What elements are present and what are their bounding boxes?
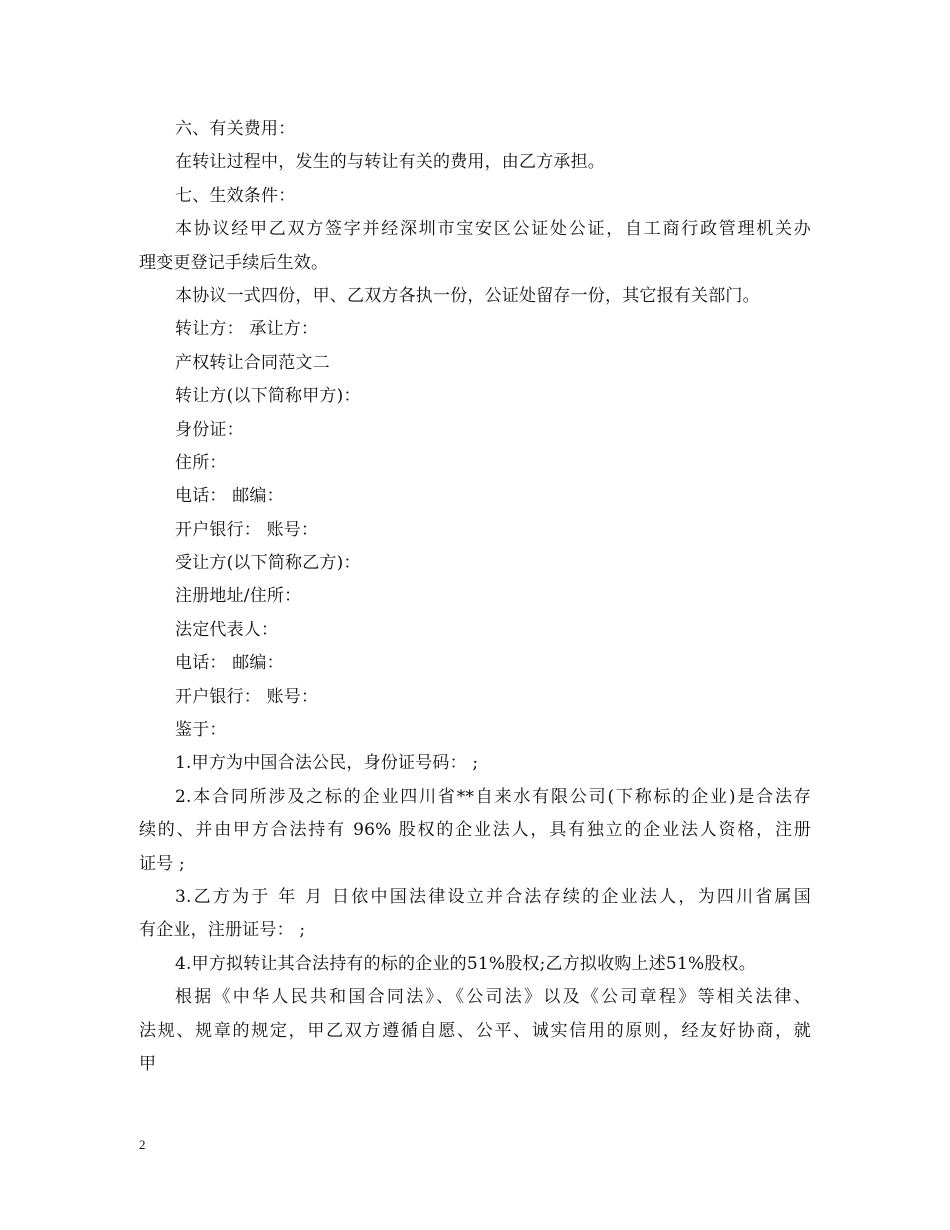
paragraph-line: 证号 ;	[139, 853, 185, 874]
paragraph-line: 理变更登记手续后生效。	[139, 252, 329, 273]
paragraph-line: 有企业，注册证号： ;	[139, 920, 306, 941]
field-address: 住所：	[175, 452, 227, 473]
paragraph-line: 本协议经甲乙双方签字并经深圳市宝安区公证处公证，自工商行政管理机关办	[175, 219, 811, 240]
whereas-item: 3.乙方为于 年 月 日依中国法律设立并合法存续的企业法人，为四川省属国	[175, 886, 811, 907]
whereas-item: 2.本合同所涉及之标的企业四川省**自来水有限公司(下称标的企业)是合法存	[175, 786, 811, 807]
document-body	[139, 113, 811, 1081]
signature-parties-line: 转让方： 承让方：	[175, 319, 319, 340]
party-b-label: 受让方(以下简称乙方)：	[175, 553, 361, 574]
section-heading-effective-conditions: 七、生效条件：	[175, 185, 296, 206]
field-phone-postcode: 电话： 邮编：	[175, 486, 284, 507]
paragraph-line: 根据《中华人民共和国合同法》、《公司法》以及《公司章程》等相关法律、	[175, 987, 811, 1008]
field-bank-account: 开户银行： 账号：	[175, 519, 319, 540]
section-heading-fees: 六、有关费用：	[175, 119, 296, 139]
field-bank-account: 开户银行： 账号：	[175, 686, 319, 707]
field-id-card: 身份证：	[175, 419, 244, 440]
field-legal-representative: 法定代表人：	[175, 619, 279, 640]
paragraph-line: 法规、规章的规定，甲乙双方遵循自愿、公平、诚实信用的原则，经友好协商，就	[139, 1020, 811, 1041]
field-phone-postcode: 电话： 邮编：	[175, 653, 284, 674]
party-a-label: 转让方(以下简称甲方)：	[175, 386, 361, 407]
contract-title: 产权转让合同范文二	[175, 352, 330, 373]
page-number: 2	[139, 1137, 146, 1152]
whereas-heading: 鉴于：	[175, 720, 227, 741]
paragraph-line: 本协议一式四份，甲、乙双方各执一份，公证处留存一份，其它报有关部门。	[175, 285, 760, 306]
paragraph-line: 甲	[139, 1053, 157, 1074]
field-registered-address: 注册地址/住所：	[175, 586, 302, 607]
whereas-item: 4.甲方拟转让其合法持有的标的企业的51%股权;乙方拟收购上述51%股权。	[175, 953, 756, 974]
paragraph-line: 续的、并由甲方合法持有 96% 股权的企业法人，具有独立的企业法人资格，注册	[139, 820, 811, 841]
paragraph-line: 在转让过程中，发生的与转让有关的费用，由乙方承担。	[175, 152, 605, 173]
whereas-item: 1.甲方为中国合法公民，身份证号码： ;	[175, 753, 479, 774]
